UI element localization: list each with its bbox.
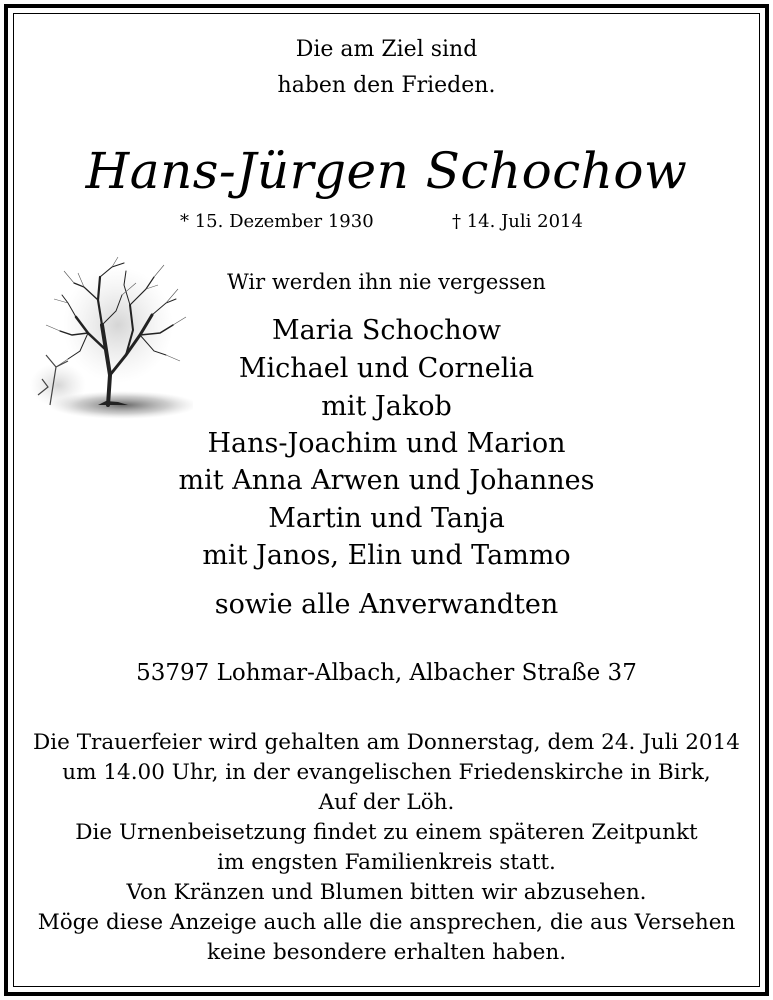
notice-line: Möge diese Anzeige auch alle die ansprechen, die aus Versehen	[37, 910, 736, 935]
intro-line: Wir werden ihn nie vergessen	[227, 270, 546, 294]
mourner-line: Martin und Tanja	[268, 503, 505, 534]
mourner-line: Maria Schochow	[271, 315, 502, 346]
mourner-line: mit Anna Arwen und Johannes	[178, 465, 595, 496]
relatives-line: sowie alle Anverwandten	[214, 589, 559, 620]
notice-line: Von Kränzen und Blumen bitten wir abzusehen.	[126, 880, 647, 905]
mourner-line: mit Jakob	[321, 391, 452, 422]
notice-line: um 14.00 Uhr, in der evangelischen Friedenskirche in Birk,	[62, 760, 711, 785]
death-date: † 14. Juli 2014	[452, 211, 583, 232]
deceased-name: Hans-Jürgen Schochow	[85, 142, 688, 200]
mourner-line: Michael und Cornelia	[238, 353, 535, 384]
birth-date: * 15. Dezember 1930	[180, 211, 374, 232]
motto-line-1: Die am Ziel sind	[295, 37, 478, 62]
notice-line: Die Urnenbeisetzung findet zu einem späteren Zeitpunkt	[75, 820, 698, 845]
notice-line: im engsten Familienkreis statt.	[217, 850, 556, 875]
motto-line-2: haben den Frieden.	[277, 73, 496, 98]
mourner-line: Hans-Joachim und Marion	[207, 428, 566, 459]
notice-line: keine besondere erhalten haben.	[206, 940, 567, 965]
notice-line: Die Trauerfeier wird gehalten am Donnerstag, dem 24. Juli 2014	[33, 730, 740, 755]
mourner-line: mit Janos, Elin und Tammo	[202, 540, 571, 571]
address-line: 53797 Lohmar-Albach, Albacher Straße 37	[136, 660, 637, 686]
notice-line: Auf der Löh.	[318, 790, 455, 815]
